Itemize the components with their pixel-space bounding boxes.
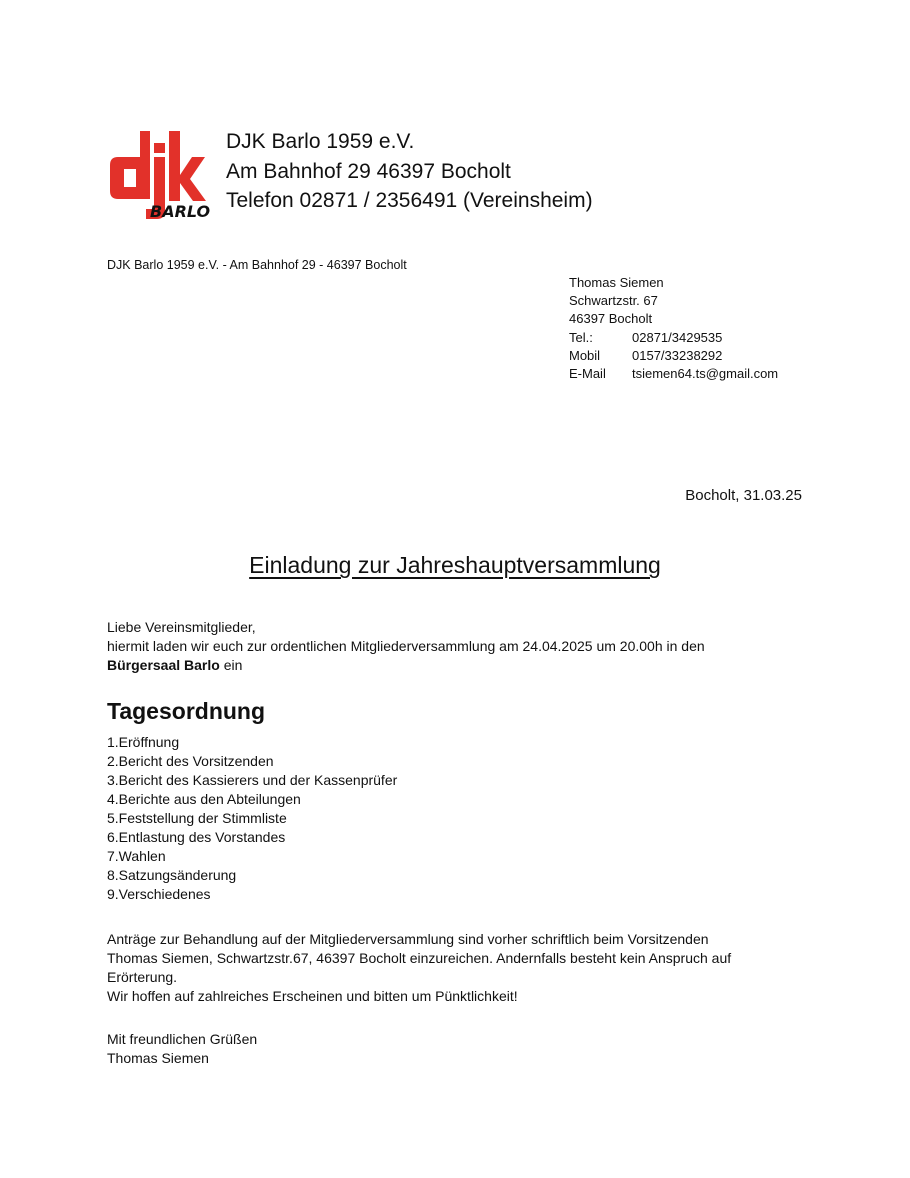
agenda-item: 1.Eröffnung xyxy=(107,734,180,750)
closing-line: Erörterung. xyxy=(107,969,178,985)
contact-email-row xyxy=(569,365,778,383)
agenda-item: 9.Verschiedenes xyxy=(107,886,211,902)
agenda-item: 6.Entlastung des Vorstandes xyxy=(107,829,286,845)
agenda-item: 7.Wahlen xyxy=(107,848,166,864)
agenda-item: 5.Feststellung der Stimmliste xyxy=(107,810,287,826)
contact-name: Thomas Siemen xyxy=(569,275,664,290)
intro-line: hiermit laden wir euch zur ordentlichen Mitgliederversammlung am 24.04.2025 um 20.00h in den xyxy=(107,638,705,654)
org-address: Am Bahnhof 29 46397 Bocholt xyxy=(226,159,511,183)
intro-greeting: Liebe Vereinsmitglieder, xyxy=(107,619,256,635)
closing-line: Wir hoffen auf zahlreiches Erscheinen und bitten um Pünktlichkeit! xyxy=(107,988,518,1004)
contact-mobil-row xyxy=(569,347,778,365)
intro-paragraph xyxy=(107,618,807,675)
agenda-heading: Tagesordnung xyxy=(107,698,266,724)
letter-title: Einladung zur Jahreshauptversammlung xyxy=(249,552,661,578)
agenda-list xyxy=(107,733,397,904)
agenda-item: 4.Berichte aus den Abteilungen xyxy=(107,791,301,807)
sender-return-line: DJK Barlo 1959 e.V. - Am Bahnhof 29 - 46397 Bocholt xyxy=(107,258,407,272)
contact-tel-row xyxy=(569,329,778,347)
agenda-item: 8.Satzungsänderung xyxy=(107,867,237,883)
email-value: tsiemen64.ts@gmail.com xyxy=(632,366,779,382)
intro-venue-line xyxy=(107,656,807,675)
mobil-value: 0157/33238292 xyxy=(632,347,723,363)
signoff-name: Thomas Siemen xyxy=(107,1050,209,1066)
org-name: DJK Barlo 1959 e.V. xyxy=(226,130,415,153)
agenda-item: 2.Bericht des Vorsitzenden xyxy=(107,753,274,769)
closing-line: Anträge zur Behandlung auf der Mitgliederversammlung sind vorher schriftlich beim Vorsitzenden xyxy=(107,931,709,947)
venue-suffix: ein xyxy=(219,657,243,673)
contact-block xyxy=(569,274,778,383)
letter-date: Bocholt, 31.03.25 xyxy=(685,487,802,504)
venue-name: Bürgersaal Barlo xyxy=(107,657,220,673)
contact-street: Schwartzstr. 67 xyxy=(569,293,658,309)
signoff xyxy=(107,1030,807,1068)
tel-label: Tel.: xyxy=(569,329,593,345)
djk-barlo-logo-icon xyxy=(110,129,210,219)
agenda-item: 3.Bericht des Kassierers und der Kassenprüfer xyxy=(107,772,398,788)
closing-line: Thomas Siemen, Schwartzstr.67, 46397 Bocholt einzureichen. Andernfalls besteht kein Anspruch auf xyxy=(107,950,732,966)
mobil-label: Mobil xyxy=(569,347,601,363)
letterhead xyxy=(226,127,593,216)
signoff-greeting: Mit freundlichen Grüßen xyxy=(107,1031,258,1047)
closing-paragraph xyxy=(107,930,807,1006)
email-label: E-Mail xyxy=(569,366,606,382)
org-phone: Telefon 02871 / 2356491 (Vereinsheim) xyxy=(226,189,593,212)
svg-text:BARLO: BARLO xyxy=(150,202,210,219)
tel-value: 02871/3429535 xyxy=(632,329,723,345)
letter-title-wrap xyxy=(0,552,910,579)
contact-city: 46397 Bocholt xyxy=(569,311,653,327)
